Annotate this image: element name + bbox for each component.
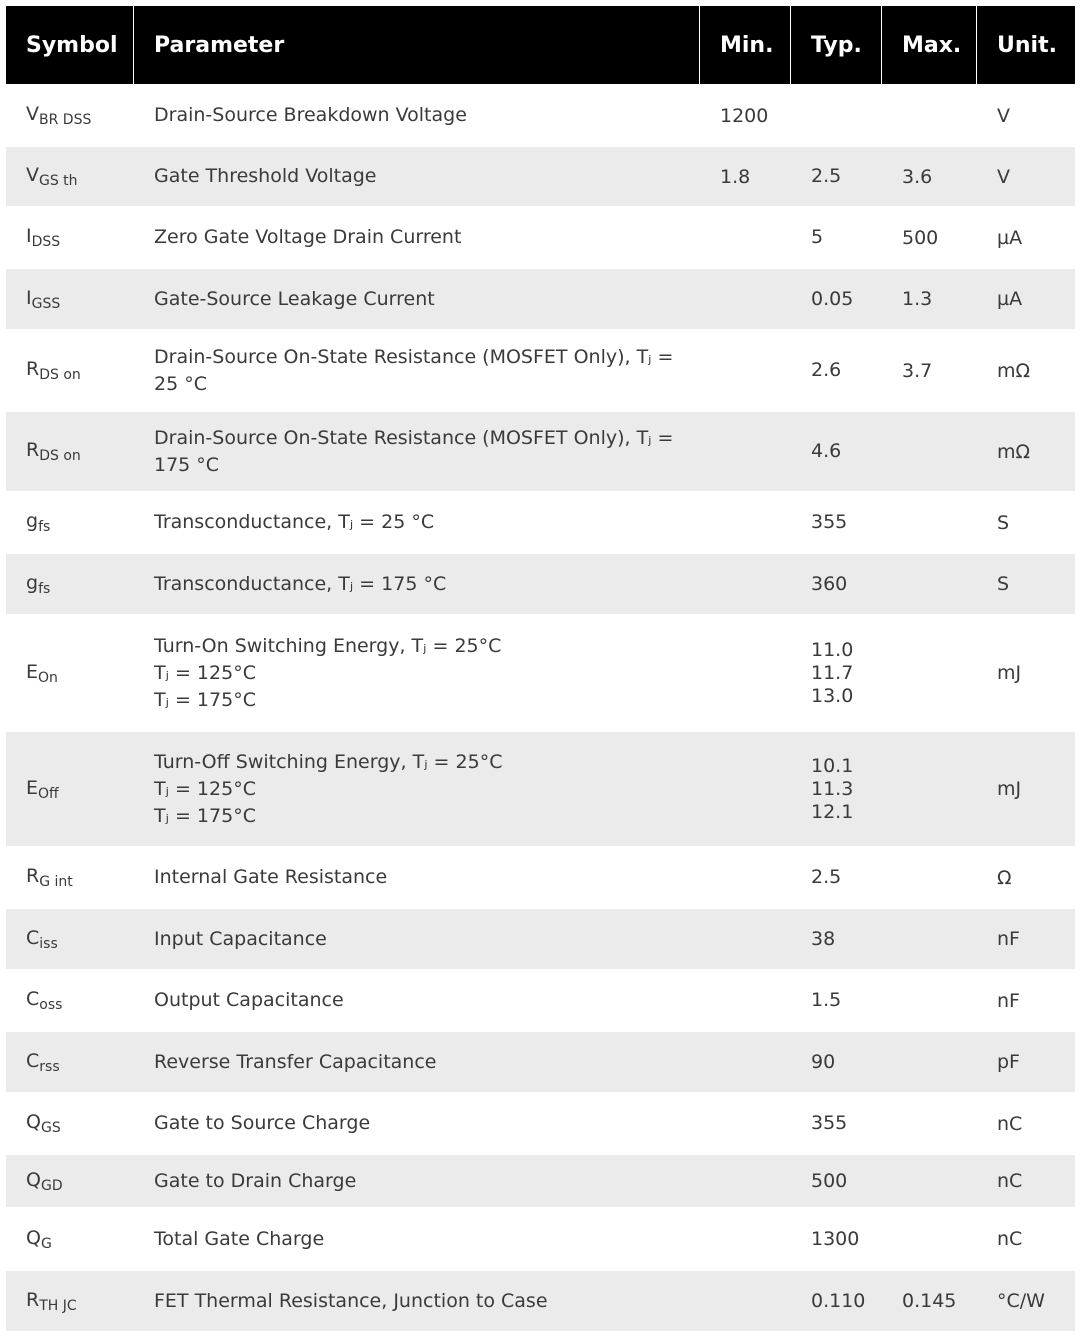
max-cell — [882, 493, 977, 552]
symbol-cell — [6, 269, 134, 329]
typ-cell — [791, 1094, 882, 1153]
unit-cell: µA — [997, 226, 1023, 249]
table-row — [6, 1207, 1075, 1269]
table-row — [6, 84, 1075, 145]
parameter-cell — [134, 86, 700, 145]
min-cell — [700, 493, 791, 552]
symbol — [26, 358, 134, 383]
header-parameter: Parameter — [134, 6, 700, 84]
typ-value: 11.7 — [811, 661, 854, 684]
typ-value: 500 — [811, 1169, 848, 1192]
unit-cell: S — [997, 511, 1010, 534]
typ-value: 11.3 — [811, 777, 854, 800]
parameter-line: Turn-On Switching Energy, Tⱼ = 25°C — [154, 634, 502, 657]
symbol-cell — [6, 1271, 134, 1331]
unit-cell: °C/W — [997, 1290, 1045, 1312]
parameter-line: FET Thermal Resistance, Junction to Case — [154, 1289, 548, 1312]
symbol — [26, 927, 134, 952]
typ-value: 360 — [811, 572, 848, 595]
symbol-cell — [6, 1209, 134, 1269]
parameter-cell — [134, 331, 700, 410]
min-cell — [700, 331, 791, 410]
symbol-main: R — [26, 439, 40, 461]
unit-cell: S — [997, 573, 1010, 595]
table-row — [6, 1153, 1075, 1207]
typ-cell — [791, 971, 882, 1030]
typ-value: 0.110 — [811, 1289, 866, 1312]
parameter-line: Total Gate Charge — [154, 1227, 325, 1250]
typ-value: 2.5 — [811, 165, 842, 187]
parameter-cell — [134, 1032, 700, 1092]
min-cell — [700, 1094, 791, 1153]
parameter-line: Drain-Source On-State Resistance (MOSFET Only), Tⱼ = 175 °C — [154, 426, 674, 476]
typ-cell — [791, 1271, 882, 1331]
unit-cell: nF — [997, 989, 1020, 1012]
symbol-subscript: fs — [38, 519, 51, 535]
min-cell — [700, 848, 791, 907]
header-max: Max. — [882, 6, 977, 84]
min-cell — [700, 732, 791, 846]
min-cell — [700, 269, 791, 329]
symbol-main: Q — [26, 1111, 41, 1133]
typ-value: 4.6 — [811, 440, 842, 462]
typ-value: 5 — [811, 226, 824, 248]
table-row — [6, 1030, 1075, 1092]
typ-value: 2.5 — [811, 866, 842, 888]
symbol-subscript: Off — [38, 785, 59, 802]
max-cell: 0.145 — [902, 1290, 957, 1312]
unit-cell: nC — [997, 1228, 1023, 1250]
max-cell — [882, 86, 977, 145]
typ-cell — [791, 86, 882, 145]
table-row — [6, 1269, 1075, 1331]
symbol — [26, 1169, 134, 1194]
symbol — [26, 1289, 134, 1314]
symbol-cell — [6, 971, 134, 1030]
table-row — [6, 206, 1075, 267]
symbol-main: C — [26, 988, 40, 1010]
typ-value: 13.0 — [811, 684, 854, 707]
min-cell — [700, 1155, 791, 1207]
table-row — [6, 329, 1075, 410]
typ-value: 355 — [811, 511, 848, 533]
parameter-cell — [134, 554, 700, 614]
symbol — [26, 439, 134, 464]
table-row — [6, 267, 1075, 329]
min-cell — [700, 208, 791, 267]
symbol-subscript: GD — [40, 1177, 63, 1194]
symbol-main: I — [26, 225, 32, 247]
header-unit: Unit. — [997, 32, 1057, 58]
typ-cell — [791, 1032, 882, 1092]
typ-cell — [791, 616, 882, 730]
symbol-main: g — [26, 510, 39, 532]
symbol — [26, 777, 134, 802]
symbol — [26, 661, 134, 686]
parameter-line: Gate Threshold Voltage — [154, 165, 377, 187]
max-cell — [882, 971, 977, 1030]
symbol-cell — [6, 493, 134, 552]
symbol-cell — [6, 1094, 134, 1153]
typ-value: 90 — [811, 1050, 836, 1073]
header-min: Min. — [700, 6, 791, 84]
symbol-subscript: fs — [38, 580, 51, 597]
parameter-cell — [134, 616, 700, 730]
symbol — [26, 1227, 134, 1252]
symbol-subscript: G — [40, 1235, 52, 1252]
symbol-subscript: GS th — [39, 173, 78, 189]
header-typ: Typ. — [791, 6, 882, 84]
typ-value: 38 — [811, 927, 836, 950]
max-cell: 1.3 — [902, 288, 933, 310]
typ-cell — [791, 147, 882, 206]
symbol-subscript: DS on — [39, 448, 81, 464]
symbol-subscript: TH JC — [39, 1297, 77, 1314]
parameter-line: Internal Gate Resistance — [154, 866, 388, 888]
table-header — [6, 6, 1075, 84]
parameter-line: Tⱼ = 125°C — [154, 777, 256, 800]
symbol-cell — [6, 732, 134, 846]
symbol — [26, 865, 134, 890]
table-row — [6, 846, 1075, 907]
unit-cell: mJ — [997, 662, 1022, 684]
symbol — [26, 1050, 134, 1075]
symbol-cell — [6, 208, 134, 267]
symbol-cell — [6, 331, 134, 410]
unit-cell: mJ — [997, 778, 1022, 800]
typ-cell — [791, 848, 882, 907]
unit-cell: V — [997, 165, 1010, 188]
typ-value: 10.1 — [811, 754, 854, 777]
symbol-main: C — [26, 1049, 40, 1072]
parameter-line: Gate to Source Charge — [154, 1112, 371, 1134]
min-cell — [700, 909, 791, 969]
parameter-line: Tⱼ = 175°C — [154, 804, 256, 827]
unit-cell: mΩ — [997, 440, 1031, 463]
table-row — [6, 552, 1075, 614]
unit-cell: pF — [997, 1051, 1020, 1073]
symbol-subscript: G int — [39, 874, 73, 890]
min-cell — [700, 554, 791, 614]
min-cell — [700, 1032, 791, 1092]
parameter-line: Transconductance, Tⱼ = 25 °C — [154, 511, 435, 533]
symbol-cell — [6, 909, 134, 969]
table-row — [6, 145, 1075, 206]
symbol — [26, 1111, 134, 1136]
parameter-cell — [134, 848, 700, 907]
symbol-main: R — [26, 1288, 40, 1311]
max-cell: 3.6 — [902, 165, 933, 188]
max-cell — [882, 1155, 977, 1207]
symbol-main: E — [26, 776, 39, 799]
table-row — [6, 410, 1075, 491]
symbol-subscript: DS on — [39, 367, 81, 383]
unit-cell: nC — [997, 1112, 1023, 1135]
symbol-cell — [6, 554, 134, 614]
typ-cell — [791, 269, 882, 329]
parameter-line: Transconductance, Tⱼ = 175 °C — [154, 572, 447, 595]
typ-value: 0.05 — [811, 287, 854, 310]
symbol-main: Q — [26, 1226, 41, 1249]
parameter-cell — [134, 732, 700, 846]
max-cell — [882, 1209, 977, 1269]
typ-value: 355 — [811, 1112, 848, 1134]
parameter-cell — [134, 147, 700, 206]
symbol-main: E — [26, 660, 39, 683]
max-cell — [882, 732, 977, 846]
typ-cell — [791, 554, 882, 614]
min-cell — [700, 971, 791, 1030]
typ-value: 2.6 — [811, 359, 842, 381]
parameter-cell — [134, 208, 700, 267]
parameter-line: Output Capacitance — [154, 989, 344, 1011]
unit-cell: V — [997, 104, 1010, 127]
parameter-line: Gate-Source Leakage Current — [154, 287, 435, 310]
min-cell: 1.8 — [720, 165, 751, 188]
parameter-cell — [134, 1209, 700, 1269]
parameter-cell — [134, 493, 700, 552]
max-cell — [882, 1032, 977, 1092]
symbol-subscript: GSS — [31, 295, 61, 312]
min-cell: 1200 — [720, 104, 769, 127]
parameter-cell — [134, 269, 700, 329]
unit-cell: mΩ — [997, 359, 1031, 382]
typ-value: 1300 — [811, 1227, 860, 1250]
symbol-subscript: BR DSS — [39, 112, 92, 128]
typ-value: 12.1 — [811, 800, 854, 823]
parameter-line: Reverse Transfer Capacitance — [154, 1050, 437, 1073]
typ-cell — [791, 493, 882, 552]
symbol-main: Q — [26, 1168, 41, 1191]
max-cell — [882, 412, 977, 491]
symbol — [26, 572, 134, 597]
symbol-cell — [6, 412, 134, 491]
symbol-main: R — [26, 865, 40, 887]
symbol-cell — [6, 616, 134, 730]
typ-value: 1.5 — [811, 989, 842, 1011]
parameter-line: Zero Gate Voltage Drain Current — [154, 226, 462, 248]
symbol-subscript: oss — [39, 997, 63, 1013]
symbol-subscript: iss — [39, 935, 58, 952]
parameter-cell — [134, 1155, 700, 1207]
symbol — [26, 225, 134, 250]
symbol-main: C — [26, 926, 40, 949]
unit-cell: nC — [997, 1170, 1023, 1192]
symbol-cell — [6, 848, 134, 907]
typ-cell — [791, 909, 882, 969]
typ-cell — [791, 208, 882, 267]
parameter-line: Input Capacitance — [154, 927, 327, 950]
symbol-subscript: On — [38, 669, 58, 686]
typ-value: 11.0 — [811, 638, 854, 661]
parameter-line: Tⱼ = 125°C — [154, 661, 256, 684]
min-cell — [700, 1271, 791, 1331]
symbol-main: g — [26, 571, 39, 594]
typ-cell — [791, 412, 882, 491]
parameter-cell — [134, 909, 700, 969]
max-cell — [882, 909, 977, 969]
min-cell — [700, 412, 791, 491]
symbol — [26, 988, 134, 1013]
symbol-subscript: GS — [40, 1120, 61, 1136]
max-cell — [882, 616, 977, 730]
table-row — [6, 969, 1075, 1030]
table-row — [6, 1092, 1075, 1153]
max-cell — [882, 554, 977, 614]
unit-cell: µA — [997, 288, 1023, 310]
symbol — [26, 287, 134, 312]
symbol — [26, 510, 134, 535]
spec-table — [6, 6, 1075, 1331]
symbol-cell — [6, 1032, 134, 1092]
header-symbol: Symbol — [6, 6, 134, 84]
symbol-main: V — [26, 164, 39, 186]
table-row — [6, 730, 1075, 846]
typ-cell — [791, 732, 882, 846]
symbol-cell — [6, 147, 134, 206]
symbol-subscript: rss — [39, 1058, 60, 1075]
max-cell: 500 — [902, 226, 939, 249]
symbol-main: V — [26, 103, 39, 125]
typ-cell — [791, 1155, 882, 1207]
parameter-cell — [134, 1094, 700, 1153]
typ-cell — [791, 1209, 882, 1269]
symbol-cell — [6, 1155, 134, 1207]
symbol-main: I — [26, 286, 32, 309]
max-cell — [882, 1094, 977, 1153]
symbol — [26, 164, 134, 189]
min-cell — [700, 616, 791, 730]
unit-cell: Ω — [997, 866, 1012, 889]
parameter-line: Drain-Source Breakdown Voltage — [154, 104, 467, 126]
symbol-subscript: DSS — [31, 234, 61, 250]
table-body — [6, 84, 1075, 1331]
symbol — [26, 103, 134, 128]
parameter-line: Gate to Drain Charge — [154, 1169, 357, 1192]
parameter-cell — [134, 1271, 700, 1331]
parameter-line: Drain-Source On-State Resistance (MOSFET Only), Tⱼ = 25 °C — [154, 345, 674, 395]
symbol-cell — [6, 86, 134, 145]
parameter-cell — [134, 412, 700, 491]
symbol-main: R — [26, 358, 40, 380]
min-cell — [700, 1209, 791, 1269]
typ-cell — [791, 331, 882, 410]
table-row — [6, 614, 1075, 730]
parameter-line: Turn-Off Switching Energy, Tⱼ = 25°C — [154, 750, 503, 773]
unit-cell: nF — [997, 928, 1020, 950]
parameter-cell — [134, 971, 700, 1030]
table-row — [6, 907, 1075, 969]
table-row — [6, 491, 1075, 552]
parameter-line: Tⱼ = 175°C — [154, 688, 256, 711]
max-cell: 3.7 — [902, 359, 933, 382]
max-cell — [882, 848, 977, 907]
